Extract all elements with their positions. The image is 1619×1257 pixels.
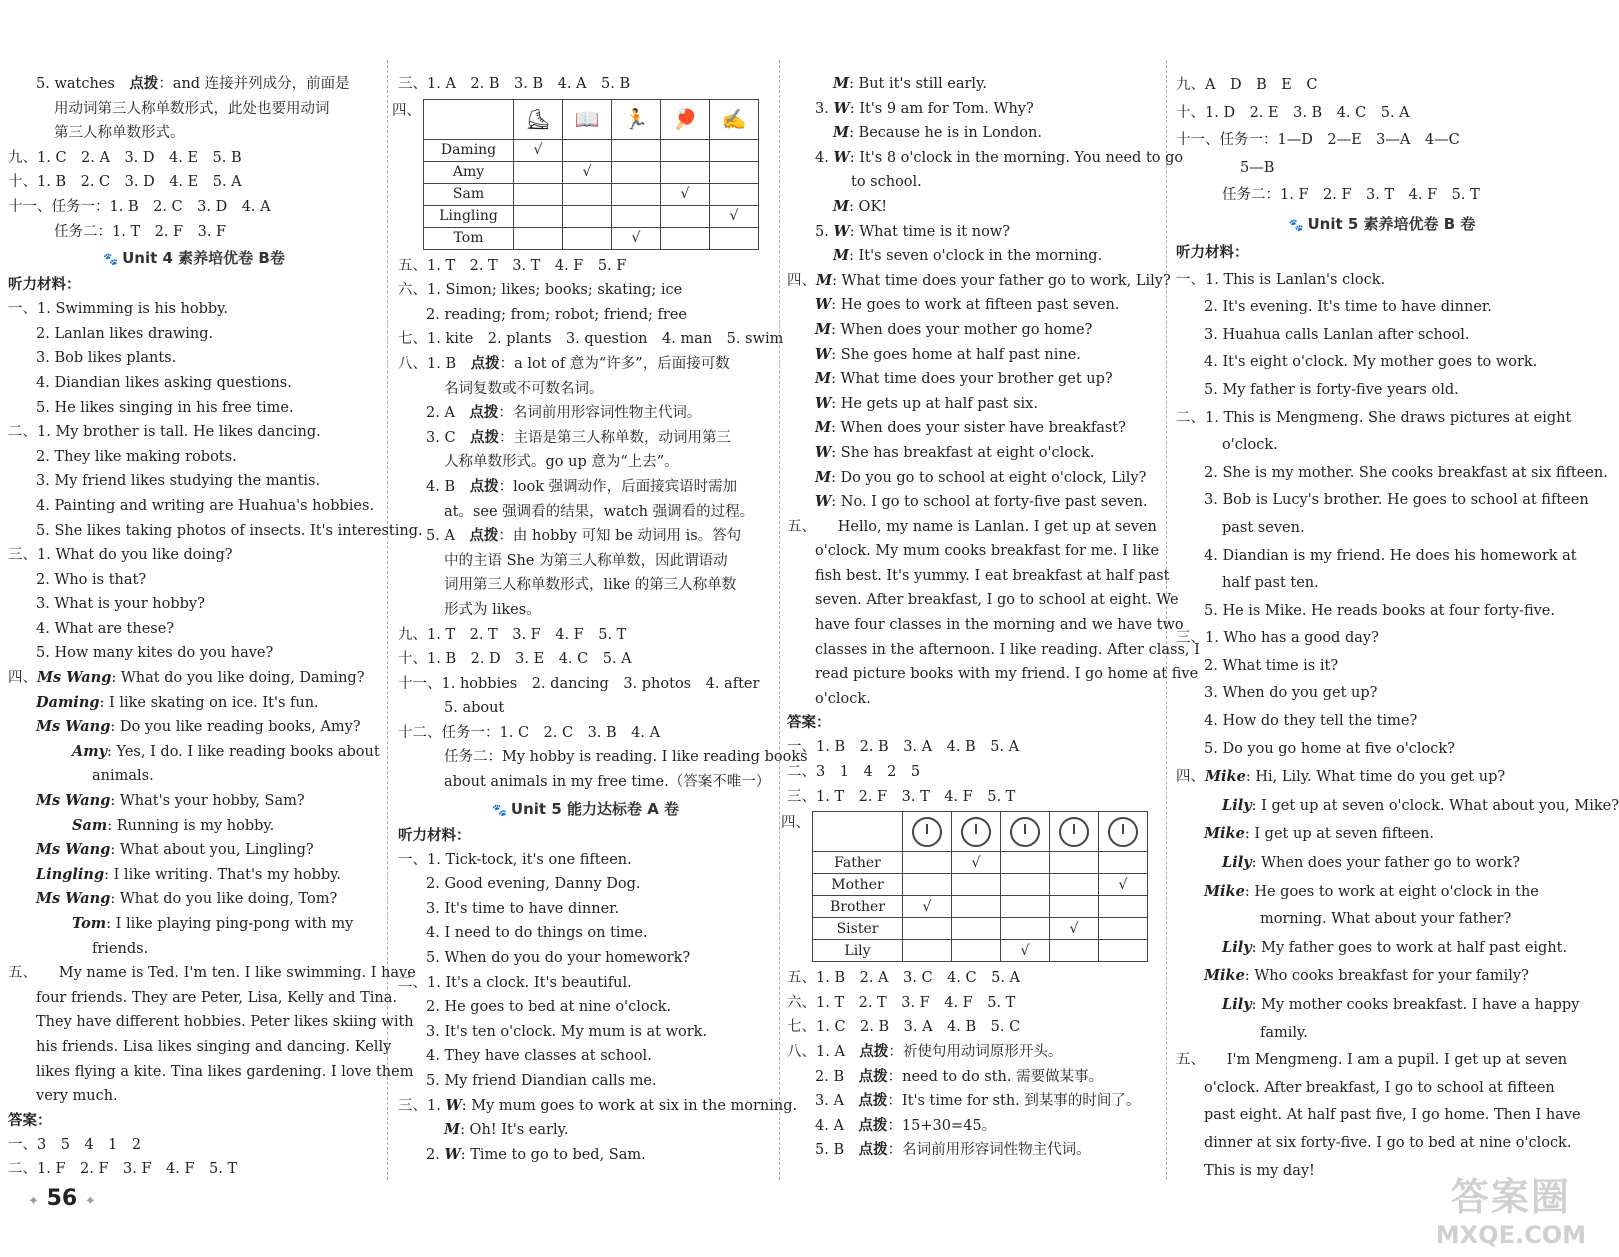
table-cell <box>952 918 1001 940</box>
answer-line: M: What time does your brother get up? <box>815 370 1113 388</box>
answer-line: 三、1. Who has a good day? <box>1176 630 1379 647</box>
answer-line: Daming: I like skating on ice. It's fun. <box>36 693 319 711</box>
section-title: 🐾 Unit 5 能力达标卷 A 卷 <box>491 799 680 818</box>
table-cell: √ <box>1050 918 1099 940</box>
answer-line: 任务二：1. F 2. F 3. T 4. F 5. T <box>1222 187 1480 204</box>
answer-line: 3. What is your hobby? <box>36 596 205 613</box>
table-cell <box>710 161 759 183</box>
answer-line: W: He goes to work at fifteen past seven. <box>815 296 1120 314</box>
hobby-header <box>563 99 612 139</box>
table-cell <box>710 139 759 161</box>
row-name: Sister <box>813 918 903 940</box>
clock-header <box>903 812 952 852</box>
hobby-header <box>514 99 563 139</box>
answer-line: 4. I need to do things on time. <box>426 925 648 942</box>
answer-line: half past ten. <box>1222 575 1319 592</box>
table-cell <box>563 205 612 227</box>
answer-line: o'clock. After breakfast, I go to school at fifteen <box>1204 1079 1555 1096</box>
answer-line: W: No. I go to school at forty-five past seven. <box>815 493 1148 511</box>
answer-line: 九、1. C 2. A 3. D 4. E 5. B <box>8 149 242 166</box>
table-row <box>813 918 1148 940</box>
answer-line: 2. Lanlan likes drawing. <box>36 325 214 342</box>
answer-line: 4. How do they tell the time? <box>1204 713 1418 730</box>
clock-header <box>1099 812 1148 852</box>
answer-line: 4. Diandian likes asking questions. <box>36 374 292 391</box>
answer-line: This is my day! <box>1204 1162 1315 1179</box>
answer-line: 十二、任务一：1. C 2. C 3. B 4. A <box>398 724 661 741</box>
answer-line: 3. When do you get up? <box>1204 685 1378 702</box>
answer-line: Lingling: I like writing. That's my hobby. <box>36 865 342 883</box>
hobby-check-table <box>392 99 773 250</box>
watermark-logo-text: 答案圈 <box>1450 1175 1571 1219</box>
answer-line: M: When does your mother go home? <box>815 320 1093 338</box>
clock-icon <box>961 817 991 847</box>
clock-icon <box>1059 817 1089 847</box>
answer-line: 4. They have classes at school. <box>426 1048 652 1065</box>
table-cell <box>903 874 952 896</box>
answer-line: 4. It's eight o'clock. My mother goes to work. <box>1204 354 1538 371</box>
table-row <box>424 227 759 249</box>
table-cell: √ <box>514 139 563 161</box>
table-cell <box>661 161 710 183</box>
reading-icon: 📖 <box>574 107 600 132</box>
answer-line: 二、1. It's a clock. It's beautiful. <box>398 974 632 991</box>
clock-header <box>1050 812 1099 852</box>
row-name: Sam <box>424 183 514 205</box>
answer-line: morning. What about your father? <box>1260 911 1512 928</box>
answer-line: 四、Ms Wang: What do you like doing, Daming? <box>8 669 365 687</box>
answer-line: fish best. It's yummy. I eat breakfast at half past <box>815 567 1170 584</box>
answer-line: four friends. They are Peter, Lisa, Kelly and Tina. <box>36 989 398 1006</box>
answer-line: 3. Bob is Lucy's brother. He goes to school at fifteen <box>1204 492 1589 509</box>
answer-line: 2. It's evening. It's time to have dinner. <box>1204 299 1492 316</box>
table-cell <box>563 227 612 249</box>
answer-line: 3. W: It's 9 am for Tom. Why? <box>815 99 1034 117</box>
answer-line: Lily: My father goes to work at half past eight. <box>1222 938 1568 956</box>
table-cell <box>514 183 563 205</box>
table-cell <box>1050 852 1099 874</box>
table-cell <box>1001 918 1050 940</box>
answer-line: 九、1. T 2. T 3. F 4. F 5. T <box>398 626 627 643</box>
answer-line: 三、1. T 2. F 3. T 4. F 5. T <box>787 788 1016 805</box>
answer-line: 十一、任务一：1—D 2—E 3—A 4—C <box>1176 132 1460 149</box>
answer-line: 十、1. B 2. C 3. D 4. E 5. A <box>8 174 242 191</box>
answer-line: 一、3 5 4 1 2 <box>8 1136 142 1153</box>
answer-line: 2. He goes to bed at nine o'clock. <box>426 999 672 1016</box>
answer-line: 一、1. This is Lanlan's clock. <box>1176 271 1386 288</box>
answer-line: 3. C 点拨：主语是第三人称单数，动词用第三 <box>426 428 732 446</box>
answer-line: 四、Mike: Hi, Lily. What time do you get up? <box>1176 768 1506 786</box>
answer-line: 三、1. What do you like doing? <box>8 547 233 564</box>
paw-icon: 🐾 <box>491 802 507 817</box>
answer-line: 七、1. C 2. B 3. A 4. B 5. C <box>787 1019 1021 1036</box>
answer-line: 五、 Hello, my name is Lanlan. I get up at seven <box>787 518 1157 535</box>
answer-line: 2. B 点拨：need to do sth. 需要做某事。 <box>815 1067 1104 1085</box>
section-label: 听力材料： <box>1176 243 1249 261</box>
row-name: Lingling <box>424 205 514 227</box>
answer-line: at。see 强调看的结果，watch 强调看的过程。 <box>444 503 755 520</box>
table-cell <box>612 139 661 161</box>
table-cell <box>1050 874 1099 896</box>
answer-line: 九、A D B E C <box>1176 77 1318 93</box>
answer-line: 5. My friend Diandian calls me. <box>426 1073 657 1089</box>
answer-line: 2. They like making robots. <box>36 448 237 465</box>
table-row <box>813 896 1148 918</box>
answer-line: family. <box>1260 1024 1308 1041</box>
answer-line: 5. He likes singing in his free time. <box>36 399 294 416</box>
answer-line: 一、1. Swimming is his hobby. <box>8 301 229 318</box>
watermark <box>1436 1166 1586 1249</box>
answer-line: 5. W: What time is it now? <box>815 222 1010 240</box>
answer-line: M: Oh! It's early. <box>444 1121 569 1139</box>
answer-line: M: But it's still early. <box>833 75 987 92</box>
answer-line: 第三人称单数形式。 <box>54 125 185 142</box>
table-cell: √ <box>1099 874 1148 896</box>
answer-line: Amy: Yes, I do. I like reading books about <box>72 742 380 760</box>
answer-line: M: Do you go to school at eight o'clock, Lily? <box>815 468 1147 486</box>
table-cell <box>1099 852 1148 874</box>
paw-icon: 🐾 <box>103 252 119 267</box>
answer-line: 2. Who is that? <box>36 571 147 588</box>
table-cell: √ <box>1001 940 1050 962</box>
answer-line: M: Because he is in London. <box>833 124 1042 142</box>
answer-line: animals. <box>92 768 154 785</box>
answer-line: 六、1. Simon; likes; books; skating; ice <box>398 282 683 299</box>
table-cell <box>661 139 710 161</box>
answer-line: 4. What are these? <box>36 620 175 637</box>
answer-line: 5. When do you do your homework? <box>426 950 691 967</box>
answer-line: 八、1. B 点拨：a lot of 意为“许多”，后面接可数 <box>398 354 730 372</box>
table-cell <box>952 874 1001 896</box>
answer-line: past eight. At half past five, I go home. Then I have <box>1204 1107 1581 1124</box>
row-name: Mother <box>813 874 903 896</box>
answer-line: 任务二：1. T 2. F 3. F <box>54 223 227 240</box>
answer-line: Ms Wang: What's your hobby, Sam? <box>36 792 305 810</box>
table-cell: √ <box>903 896 952 918</box>
answer-line: 人称单数形式。go up 意为“上去”。 <box>444 454 679 471</box>
answer-line: 中的主语 She 为第三人称单数，因此谓语动 <box>444 552 728 569</box>
answer-line: 二、1. F 2. F 3. F 4. F 5. T <box>8 1161 238 1178</box>
answer-line: Mike: He goes to work at eight o'clock in the <box>1204 882 1539 900</box>
answer-line: likes flying a kite. Tina likes gardening. I love them <box>36 1063 414 1080</box>
clock-icon <box>912 817 942 847</box>
answer-line: 5. Do you go home at five o'clock? <box>1204 740 1455 757</box>
answer-line: friends. <box>92 940 149 957</box>
answer-line: M: When does your sister have breakfast? <box>815 419 1126 437</box>
answer-line: 3. My friend likes studying the mantis. <box>36 473 321 490</box>
section-label: 听力材料： <box>398 826 471 844</box>
answer-line: 4. W: It's 8 o'clock in the morning. You need to go <box>815 148 1184 166</box>
answer-line: W: She goes home at half past nine. <box>815 345 1081 363</box>
answer-line: 2. W: Time to go to bed, Sam. <box>426 1145 646 1163</box>
watermark-url: MXQE.COM <box>1435 1221 1586 1249</box>
answer-column-4 <box>1176 72 1619 1185</box>
answer-line: o'clock. <box>815 690 871 707</box>
table-cell <box>903 918 952 940</box>
answer-line: o'clock. <box>1222 437 1278 454</box>
answer-line: 名词复数或不可数名词。 <box>444 380 604 397</box>
hobby-header <box>710 99 759 139</box>
answer-line: Tom: I like playing ping-pong with my <box>72 915 354 932</box>
answer-line: W: He gets up at half past six. <box>815 394 1038 412</box>
section-title: 🐾 Unit 4 素养培优卷 B卷 <box>103 249 285 268</box>
answer-line: 五、1. T 2. T 3. T 4. F 5. F <box>398 257 627 274</box>
table-cell <box>612 183 661 205</box>
answer-line: 十、1. B 2. D 3. E 4. C 5. A <box>398 651 632 668</box>
table-row <box>424 183 759 205</box>
answer-line: past seven. <box>1222 519 1305 536</box>
answer-line: 二、1. This is Mengmeng. She draws pictures at eight <box>1176 409 1572 426</box>
answer-line: dinner at six forty-five. I go to bed at nine o'clock. <box>1204 1134 1572 1151</box>
answer-line: 5. My father is forty-five years old. <box>1204 381 1459 398</box>
answer-line: M: OK! <box>833 197 888 215</box>
row-name: Brother <box>813 896 903 918</box>
answer-line: Lily: My mother cooks breakfast. I have a happy <box>1222 996 1580 1013</box>
table-cell: √ <box>952 852 1001 874</box>
table-cell <box>903 852 952 874</box>
table-cell <box>514 161 563 183</box>
clock-header <box>952 812 1001 852</box>
answer-line: W: She has breakfast at eight o'clock. <box>815 443 1095 461</box>
table-cell <box>514 227 563 249</box>
answer-line: 3. A 点拨：It's time for sth. 到某事的时间了。 <box>815 1092 1141 1110</box>
table-cell <box>1099 918 1148 940</box>
answer-line: Mike: Who cooks breakfast for your family? <box>1204 967 1529 985</box>
table-cell <box>612 205 661 227</box>
answer-line: 十一、任务一：1. B 2. C 3. D 4. A <box>8 198 271 215</box>
table-cell <box>1001 874 1050 896</box>
answer-line: 七、1. kite 2. plants 3. question 4. man 5. swim <box>398 331 784 348</box>
answer-line: classes in the afternoon. I like reading. After class, I <box>815 641 1200 658</box>
answer-column-1 <box>8 72 423 1182</box>
clock-icon <box>1010 817 1040 847</box>
answer-line: 4. Diandian is my friend. He does his homework at <box>1204 547 1577 564</box>
answer-line: 5. about <box>444 700 505 717</box>
writing-icon: ✍ <box>721 107 747 132</box>
running-icon: 🏃 <box>623 107 649 132</box>
table-row <box>813 874 1148 896</box>
answer-line: 5. She likes taking photos of insects. It's interesting. <box>36 522 423 539</box>
table-cell <box>1099 940 1148 962</box>
table-row <box>424 161 759 183</box>
table-cell <box>514 205 563 227</box>
answer-line: about animals in my free time.（答案不唯一） <box>444 774 771 791</box>
answer-line: 5. watches 点拨：and 连接并列成分，前面是 <box>36 75 350 92</box>
table-cell <box>1050 896 1099 918</box>
answer-line: 5—B <box>1240 159 1275 176</box>
answer-line: 用动词第三人称单数形式，此处也要用动词 <box>54 100 330 117</box>
answer-line: 2. She is my mother. She cooks breakfast at six fifteen. <box>1204 464 1608 481</box>
table-cell <box>1099 896 1148 918</box>
answer-line: 十、1. D 2. E 3. B 4. C 5. A <box>1176 104 1410 121</box>
table-cell <box>952 940 1001 962</box>
section-label: 听力材料： <box>8 276 81 294</box>
section-label: 答案： <box>787 714 831 732</box>
answer-line: M: It's seven o'clock in the morning. <box>833 247 1103 265</box>
answer-line: 十一、1. hobbies 2. dancing 3. photos 4. after <box>398 675 760 692</box>
table-cell <box>903 940 952 962</box>
answer-line: 3. It's time to have dinner. <box>426 900 620 917</box>
answer-column-2 <box>392 72 808 1167</box>
answer-line: 4. B 点拨：look 强调动作，后面接宾语时需加 <box>426 477 738 495</box>
table-row <box>813 852 1148 874</box>
table-cell <box>1050 940 1099 962</box>
answer-line: 形式为 likes。 <box>444 601 541 618</box>
answer-line: 3. Bob likes plants. <box>36 350 177 367</box>
table-cell: √ <box>563 161 612 183</box>
page-number <box>28 1186 96 1211</box>
answer-line: 3. Huahua calls Lanlan after school. <box>1204 326 1470 343</box>
section-label: 答案： <box>8 1111 52 1129</box>
answer-line: 任务二：My hobby is reading. I like reading books <box>444 749 808 766</box>
answer-line: Sam: Running is my hobby. <box>72 816 275 834</box>
answer-line: seven. After breakfast, I go to school at eight. We <box>815 592 1179 609</box>
row-name: Amy <box>424 161 514 183</box>
answer-line: 词用第三人称单数形式，like 的第三人称单数 <box>444 577 737 594</box>
answer-line: 四、M: What time does your father go to work, Lily? <box>787 271 1171 289</box>
star-icon: ✦ <box>28 1194 39 1209</box>
answer-line: 4. A 点拨：15+30=45。 <box>815 1116 997 1134</box>
answer-line: 三、1. W: My mum goes to work at six in the morning. <box>398 1096 798 1114</box>
table-cell <box>710 227 759 249</box>
answer-line: 2. Good evening, Danny Dog. <box>426 876 641 893</box>
answer-line: 5. He is Mike. He reads books at four forty-five. <box>1204 602 1555 619</box>
table-cell <box>952 896 1001 918</box>
answer-line: Mike: I get up at seven fifteen. <box>1204 825 1435 843</box>
hobby-header <box>661 99 710 139</box>
row-name: Father <box>813 852 903 874</box>
clock-header <box>1001 812 1050 852</box>
table-cell: √ <box>661 183 710 205</box>
row-name: Daming <box>424 139 514 161</box>
answer-line: to school. <box>851 174 922 191</box>
answer-line: 五、1. B 2. A 3. C 4. C 5. A <box>787 970 1021 987</box>
answer-line: 一、1. Tick-tock, it's one fifteen. <box>398 851 632 868</box>
answer-line: 2. What time is it? <box>1204 657 1339 674</box>
answer-line: 2. A 点拨：名词前用形容词性物主代词。 <box>426 404 702 422</box>
answer-line: o'clock. My mum cooks breakfast for me. I like <box>815 543 1160 560</box>
answer-line: Ms Wang: What do you like doing, Tom? <box>36 890 338 908</box>
table-cell <box>710 183 759 205</box>
table-cell <box>563 139 612 161</box>
answer-line: Ms Wang: Do you like reading books, Amy? <box>36 718 361 736</box>
star-icon: ✦ <box>84 1194 96 1209</box>
question-label: 四、 <box>392 102 421 119</box>
answer-line: very much. <box>36 1088 118 1105</box>
table-cell <box>661 227 710 249</box>
answer-line: 三、1. A 2. B 3. B 4. A 5. B <box>398 76 631 92</box>
answer-line: They have different hobbies. Peter likes skiing with <box>36 1014 414 1031</box>
table-cell <box>563 183 612 205</box>
hobby-header <box>612 99 661 139</box>
table-cell <box>661 205 710 227</box>
table-cell: √ <box>710 205 759 227</box>
section-title: 🐾 Unit 5 素养培优卷 B 卷 <box>1288 214 1476 233</box>
question-label: 四、 <box>781 815 810 832</box>
answer-line: Lily: When does your father go to work? <box>1222 854 1521 872</box>
table-corner <box>424 99 514 139</box>
table-cell: √ <box>612 227 661 249</box>
answer-line: have four classes in the morning and we have two <box>815 617 1184 634</box>
answer-line: 5. How many kites do you have? <box>36 645 274 662</box>
table-corner <box>813 812 903 852</box>
table-row <box>424 205 759 227</box>
column-divider <box>779 60 780 1180</box>
table-row <box>424 139 759 161</box>
clock-check-table <box>781 811 1159 962</box>
clock-icon <box>1108 817 1138 847</box>
ping-pong-icon: 🏓 <box>672 107 698 132</box>
answer-line: 5. A 点拨：由 hobby 可知 be 动词用 is。答句 <box>426 527 742 545</box>
answer-line: 五、 I'm Mengmeng. I am a pupil. I get up at seven <box>1176 1052 1568 1069</box>
answer-line: 5. B 点拨：名词前用形容词性物主代词。 <box>815 1141 1091 1159</box>
skating-icon: ⛸ <box>525 107 551 132</box>
answer-line: 五、 My name is Ted. I'm ten. I like swimming. I have <box>8 965 416 982</box>
table-row <box>813 940 1148 962</box>
answer-line: 二、1. My brother is tall. He likes dancing. <box>8 424 321 441</box>
row-name: Tom <box>424 227 514 249</box>
answer-line: read picture books with my friend. I go home at five <box>815 666 1199 683</box>
answer-line: 八、1. A 点拨：祈使句用动词原形开头。 <box>787 1043 1063 1060</box>
table-cell <box>612 161 661 183</box>
paw-icon: 🐾 <box>1288 217 1304 232</box>
answer-column-3 <box>781 72 1200 1163</box>
row-name: Lily <box>813 940 903 962</box>
answer-line: 2. reading; from; robot; friend; free <box>426 306 687 323</box>
page-number-text: 56 <box>46 1186 78 1211</box>
answer-line: Lily: I get up at seven o'clock. What about you, Mike? <box>1222 796 1619 814</box>
answer-line: his friends. Lisa likes singing and dancing. Kelly <box>36 1038 392 1055</box>
answer-line: 4. Painting and writing are Huahua's hobbies. <box>36 497 375 514</box>
answer-line: 二、3 1 4 2 5 <box>787 764 921 781</box>
answer-line: Ms Wang: What about you, Lingling? <box>36 841 314 859</box>
table-cell <box>1001 896 1050 918</box>
answer-line: 一、1. B 2. B 3. A 4. B 5. A <box>787 739 1020 756</box>
answer-line: 六、1. T 2. T 3. F 4. F 5. T <box>787 994 1016 1011</box>
answer-line: 3. It's ten o'clock. My mum is at work. <box>426 1023 708 1040</box>
table-cell <box>1001 852 1050 874</box>
